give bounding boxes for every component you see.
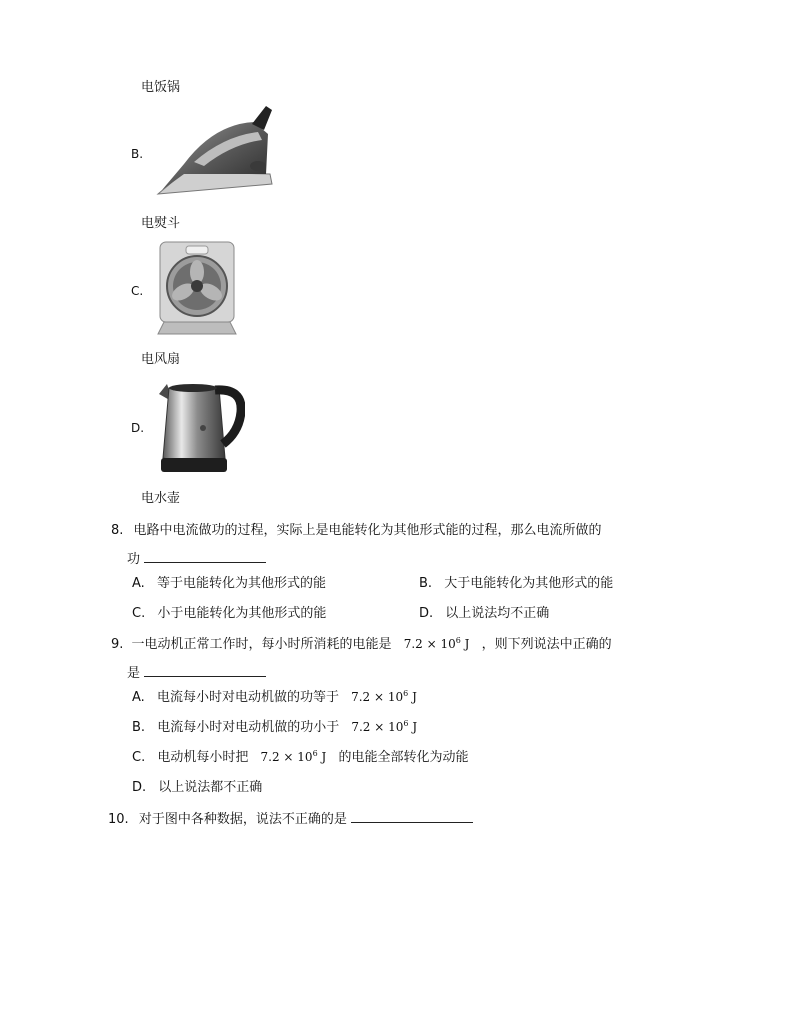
q9-option-a[interactable] — [132, 686, 417, 705]
option-d-letter: D. — [131, 421, 145, 435]
q9-option-c[interactable] — [132, 746, 468, 765]
q8-option-a[interactable] — [132, 572, 326, 591]
option-d-caption: 电水壶 — [141, 491, 181, 506]
electric-fan-image — [156, 240, 238, 336]
q8-option-b-text: 大于电能转化为其他形式的能 — [444, 576, 614, 591]
q9-stem-part2: ，则下列说法中正确的 — [481, 637, 612, 652]
q8-option-a-text: 等于电能转化为其他形式的能 — [156, 576, 326, 591]
q8-answer-blank[interactable] — [144, 550, 266, 563]
q9-option-c-text2: 的电能全部转化为动能 — [338, 750, 469, 765]
q9-option-c-value: $7.2 \times 10^6$ J — [260, 749, 327, 764]
q9-stem-text2: 是 — [127, 666, 141, 681]
q8-number: 8. — [111, 523, 124, 538]
q9-option-b-text: 电流每小时对电动机做的功小于 — [157, 720, 340, 735]
q8-stem-line1 — [111, 519, 602, 538]
q8-option-c[interactable] — [132, 602, 326, 621]
q8-option-b-letter: B. — [419, 576, 433, 591]
q9-option-c-letter: C. — [132, 750, 146, 765]
q8-stem-text2: 功 — [127, 552, 141, 567]
option-a-caption: 电饭锅 — [141, 80, 181, 95]
q8-option-d-text: 以上说法均不正确 — [445, 606, 550, 621]
q9-option-d-letter: D. — [132, 780, 147, 795]
q9-stem-line2 — [127, 662, 266, 681]
option-c-caption: 电风扇 — [141, 352, 181, 367]
q10-number: 10. — [108, 812, 129, 827]
q9-answer-blank[interactable] — [144, 664, 266, 677]
q8-option-a-letter: A. — [132, 576, 145, 591]
q9-option-a-text: 电流每小时对电动机做的功等于 — [156, 690, 339, 705]
q8-stem-line2 — [127, 548, 266, 567]
q9-stem-part1: 一电动机正常工作时，每小时所消耗的电能是 — [131, 637, 392, 652]
option-c-letter: C. — [131, 284, 144, 298]
option-b-letter: B. — [131, 147, 144, 161]
electric-iron-image — [154, 104, 278, 200]
q8-option-c-letter: C. — [132, 606, 146, 621]
q9-energy-value: $7.2 \times 10^6$ J — [403, 636, 470, 651]
q9-number: 9. — [111, 637, 124, 652]
q9-option-b[interactable] — [132, 716, 417, 735]
q9-stem-line1 — [111, 633, 612, 652]
q8-option-c-text: 小于电能转化为其他形式的能 — [157, 606, 327, 621]
electric-kettle-image — [153, 380, 245, 476]
q8-option-b[interactable] — [419, 572, 613, 591]
q8-stem-text: 电路中电流做功的过程，实际上是电能转化为其他形式能的过程，那么电流所做的 — [133, 523, 602, 538]
q9-option-d[interactable] — [132, 776, 262, 795]
q8-option-d-letter: D. — [419, 606, 434, 621]
q8-option-d[interactable] — [419, 602, 549, 621]
q9-option-a-letter: A. — [132, 690, 145, 705]
q10-stem-text: 对于图中各种数据，说法不正确的是 — [138, 812, 347, 827]
q10-stem — [108, 808, 473, 827]
q9-option-b-letter: B. — [132, 720, 146, 735]
q9-option-b-value: $7.2 \times 10^6$ J — [351, 719, 418, 734]
option-b-caption: 电熨斗 — [141, 216, 181, 231]
q9-option-d-text: 以上说法都不正确 — [158, 780, 263, 795]
q9-option-c-text: 电动机每小时把 — [157, 750, 249, 765]
q10-answer-blank[interactable] — [351, 810, 473, 823]
q9-option-a-value: $7.2 \times 10^6$ J — [351, 689, 417, 704]
